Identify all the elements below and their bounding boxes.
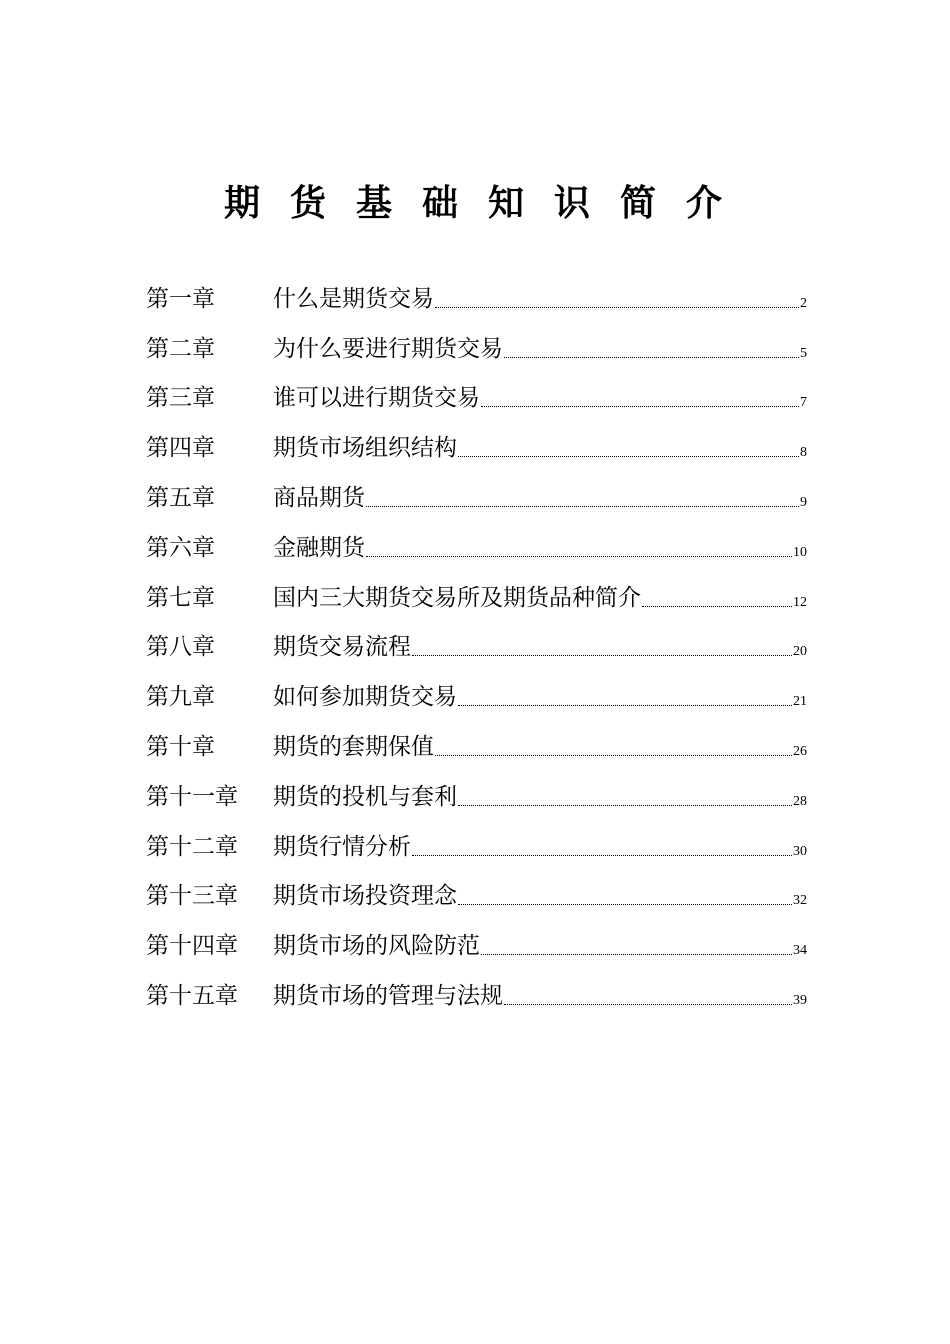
toc-chapter-title: 如何参加期货交易 xyxy=(273,684,457,711)
toc-chapter-number: 第十章 xyxy=(146,733,215,760)
toc-dot-leader xyxy=(412,855,792,856)
toc-chapter-number: 第十四章 xyxy=(146,933,238,960)
toc-dot-leader xyxy=(458,805,792,806)
toc-page-number: 8 xyxy=(800,445,807,461)
table-of-contents xyxy=(146,276,807,1023)
toc-chapter-title: 谁可以进行期货交易 xyxy=(273,385,480,412)
toc-page-number: 10 xyxy=(793,544,807,560)
toc-page-number: 12 xyxy=(793,594,807,610)
toc-dot-leader xyxy=(458,456,799,457)
toc-page-number: 26 xyxy=(793,743,807,759)
toc-chapter-title: 期货市场组织结构 xyxy=(273,435,457,462)
toc-chapter-title: 商品期货 xyxy=(273,484,365,511)
toc-page-number: 2 xyxy=(800,295,807,311)
toc-entry[interactable] xyxy=(146,923,807,973)
toc-chapter-title: 国内三大期货交易所及期货品种简介 xyxy=(273,584,641,611)
toc-entry[interactable] xyxy=(146,973,807,1023)
toc-chapter-title: 期货交易流程 xyxy=(273,634,411,661)
document-title: 期货基础知识简介 xyxy=(223,182,752,224)
toc-page-number: 7 xyxy=(800,395,807,411)
toc-entry[interactable] xyxy=(146,525,807,575)
toc-page-number: 28 xyxy=(793,793,807,809)
toc-entry[interactable] xyxy=(146,774,807,824)
toc-chapter-title: 期货行情分析 xyxy=(273,833,411,860)
toc-chapter-title: 期货的套期保值 xyxy=(273,733,434,760)
toc-page-number: 32 xyxy=(793,893,807,909)
toc-entry[interactable] xyxy=(146,824,807,874)
toc-chapter-number: 第八章 xyxy=(146,634,215,661)
toc-dot-leader xyxy=(481,406,799,407)
toc-page-number: 34 xyxy=(793,943,807,959)
toc-chapter-number: 第二章 xyxy=(146,335,215,362)
toc-entry[interactable] xyxy=(146,326,807,376)
toc-chapter-number: 第一章 xyxy=(146,285,215,312)
toc-chapter-title: 金融期货 xyxy=(273,534,365,561)
toc-page-number: 20 xyxy=(793,644,807,660)
toc-page-number: 30 xyxy=(793,843,807,859)
toc-page-number: 21 xyxy=(793,694,807,710)
toc-chapter-title: 期货的投机与套利 xyxy=(273,783,457,810)
toc-chapter-title: 期货市场的管理与法规 xyxy=(273,982,503,1009)
toc-chapter-number: 第六章 xyxy=(146,534,215,561)
toc-dot-leader xyxy=(435,307,799,308)
toc-chapter-number: 第十五章 xyxy=(146,982,238,1009)
toc-dot-leader xyxy=(366,556,792,557)
toc-page-number: 5 xyxy=(800,345,807,361)
toc-entry[interactable] xyxy=(146,674,807,724)
toc-dot-leader xyxy=(504,1004,792,1005)
toc-entry[interactable] xyxy=(146,475,807,525)
toc-chapter-number: 第十一章 xyxy=(146,783,238,810)
toc-page-number: 9 xyxy=(800,494,807,510)
toc-chapter-number: 第三章 xyxy=(146,385,215,412)
toc-dot-leader xyxy=(435,755,792,756)
toc-chapter-number: 第九章 xyxy=(146,684,215,711)
toc-chapter-title: 为什么要进行期货交易 xyxy=(273,335,503,362)
toc-chapter-number: 第四章 xyxy=(146,435,215,462)
toc-entry[interactable] xyxy=(146,625,807,675)
toc-entry[interactable] xyxy=(146,376,807,426)
toc-entry[interactable] xyxy=(146,724,807,774)
toc-entry[interactable] xyxy=(146,874,807,924)
toc-chapter-title: 期货市场投资理念 xyxy=(273,883,457,910)
toc-chapter-number: 第十三章 xyxy=(146,883,238,910)
toc-chapter-number: 第五章 xyxy=(146,484,215,511)
toc-dot-leader xyxy=(481,954,792,955)
toc-chapter-number: 第七章 xyxy=(146,584,215,611)
toc-page-number: 39 xyxy=(793,992,807,1008)
toc-dot-leader xyxy=(642,606,792,607)
toc-dot-leader xyxy=(412,655,792,656)
toc-dot-leader xyxy=(366,506,799,507)
toc-dot-leader xyxy=(458,705,792,706)
toc-entry[interactable] xyxy=(146,276,807,326)
toc-chapter-number: 第十二章 xyxy=(146,833,238,860)
toc-dot-leader xyxy=(458,904,792,905)
toc-entry[interactable] xyxy=(146,575,807,625)
toc-chapter-title: 什么是期货交易 xyxy=(273,285,434,312)
toc-entry[interactable] xyxy=(146,425,807,475)
toc-dot-leader xyxy=(504,357,799,358)
toc-chapter-title: 期货市场的风险防范 xyxy=(273,933,480,960)
